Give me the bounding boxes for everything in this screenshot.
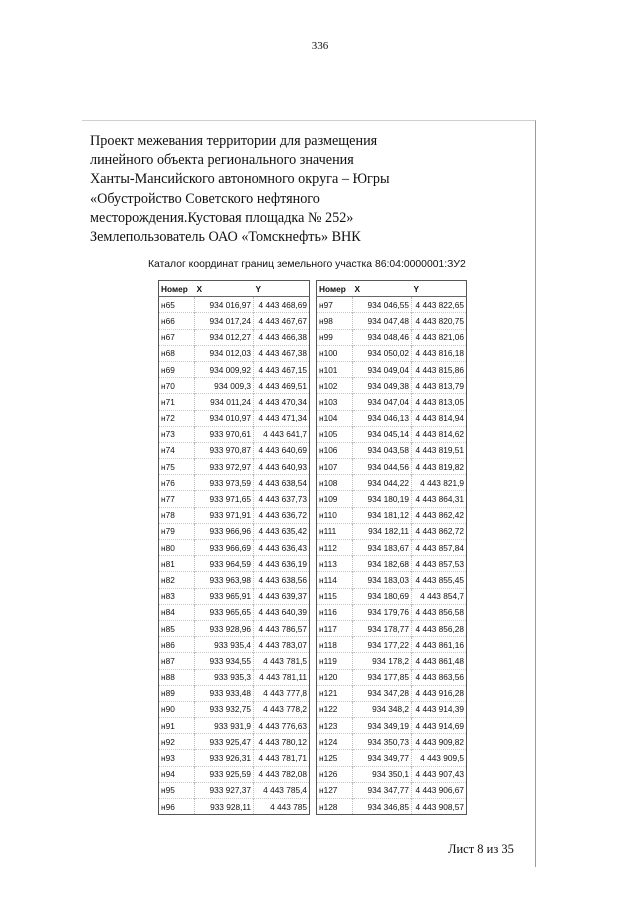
cell-y: 4 443 635,42 bbox=[254, 523, 310, 539]
table-row bbox=[317, 799, 467, 815]
cell-y: 4 443 909,82 bbox=[412, 734, 467, 750]
table-row bbox=[317, 653, 467, 669]
heading-line: Землепользователь ОАО «Томскнефть» ВНК bbox=[90, 229, 361, 246]
heading-line: Ханты-Мансийского автономного округа – Югры bbox=[90, 171, 390, 188]
table-row bbox=[317, 766, 467, 782]
cell-number: н102 bbox=[317, 378, 353, 394]
cell-y: 4 443 781,11 bbox=[254, 669, 310, 685]
cell-y: 4 443 856,58 bbox=[412, 604, 467, 620]
cell-number: н83 bbox=[159, 588, 195, 604]
cell-number: н123 bbox=[317, 718, 353, 734]
cell-y: 4 443 636,43 bbox=[254, 540, 310, 556]
cell-x: 933 927,37 bbox=[195, 782, 254, 798]
cell-y: 4 443 813,05 bbox=[412, 394, 467, 410]
cell-y: 4 443 782,08 bbox=[254, 766, 310, 782]
cell-number: н65 bbox=[159, 297, 195, 313]
table-row bbox=[317, 361, 467, 377]
cell-number: н78 bbox=[159, 507, 195, 523]
cell-x: 934 046,13 bbox=[353, 410, 412, 426]
cell-x: 934 012,03 bbox=[195, 345, 254, 361]
table-row bbox=[317, 523, 467, 539]
cell-x: 934 346,85 bbox=[353, 799, 412, 815]
cell-x: 934 044,22 bbox=[353, 475, 412, 491]
cell-y: 4 443 863,56 bbox=[412, 669, 467, 685]
coordinates-table-left bbox=[158, 280, 310, 815]
cell-x: 934 180,19 bbox=[353, 491, 412, 507]
cell-number: н114 bbox=[317, 572, 353, 588]
table-row bbox=[159, 653, 310, 669]
cell-number: н93 bbox=[159, 750, 195, 766]
table-row bbox=[159, 556, 310, 572]
table-row bbox=[159, 701, 310, 717]
table-row bbox=[159, 442, 310, 458]
table-row bbox=[159, 523, 310, 539]
header-number: Номер bbox=[159, 281, 195, 297]
cell-x: 934 349,19 bbox=[353, 718, 412, 734]
cell-number: н95 bbox=[159, 782, 195, 798]
cell-y: 4 443 864,31 bbox=[412, 491, 467, 507]
table-row bbox=[317, 426, 467, 442]
cell-x: 933 933,48 bbox=[195, 685, 254, 701]
table-row bbox=[317, 394, 467, 410]
cell-y: 4 443 781,5 bbox=[254, 653, 310, 669]
cell-number: н92 bbox=[159, 734, 195, 750]
cell-y: 4 443 636,19 bbox=[254, 556, 310, 572]
cell-number: н86 bbox=[159, 637, 195, 653]
cell-x: 933 928,11 bbox=[195, 799, 254, 815]
cell-number: н113 bbox=[317, 556, 353, 572]
table-row bbox=[159, 459, 310, 475]
table-header-row bbox=[317, 281, 467, 297]
cell-y: 4 443 467,67 bbox=[254, 313, 310, 329]
cell-y: 4 443 906,67 bbox=[412, 782, 467, 798]
cell-x: 934 009,3 bbox=[195, 378, 254, 394]
cell-number: н120 bbox=[317, 669, 353, 685]
cell-x: 933 972,97 bbox=[195, 459, 254, 475]
table-body-right bbox=[317, 297, 467, 815]
cell-y: 4 443 776,63 bbox=[254, 718, 310, 734]
cell-number: н100 bbox=[317, 345, 353, 361]
cell-x: 934 043,58 bbox=[353, 442, 412, 458]
cell-number: н101 bbox=[317, 361, 353, 377]
cell-x: 934 016,97 bbox=[195, 297, 254, 313]
cell-y: 4 443 854,7 bbox=[412, 588, 467, 604]
cell-y: 4 443 785,4 bbox=[254, 782, 310, 798]
cell-number: н125 bbox=[317, 750, 353, 766]
table-row bbox=[317, 345, 467, 361]
cell-x: 933 965,65 bbox=[195, 604, 254, 620]
table-body-left bbox=[159, 297, 310, 815]
table-row bbox=[317, 378, 467, 394]
cell-x: 933 964,59 bbox=[195, 556, 254, 572]
cell-y: 4 443 916,28 bbox=[412, 685, 467, 701]
cell-y: 4 443 778,2 bbox=[254, 701, 310, 717]
table-row bbox=[159, 620, 310, 636]
cell-number: н84 bbox=[159, 604, 195, 620]
table-row bbox=[159, 361, 310, 377]
header-x: X bbox=[353, 281, 412, 297]
cell-number: н71 bbox=[159, 394, 195, 410]
cell-x: 934 048,46 bbox=[353, 329, 412, 345]
cell-number: н89 bbox=[159, 685, 195, 701]
cell-number: н105 bbox=[317, 426, 353, 442]
cell-x: 934 182,68 bbox=[353, 556, 412, 572]
cell-number: н107 bbox=[317, 459, 353, 475]
cell-x: 934 350,1 bbox=[353, 766, 412, 782]
cell-y: 4 443 821,9 bbox=[412, 475, 467, 491]
table-row bbox=[317, 604, 467, 620]
cell-y: 4 443 638,54 bbox=[254, 475, 310, 491]
table-row bbox=[317, 588, 467, 604]
cell-number: н82 bbox=[159, 572, 195, 588]
table-row bbox=[159, 491, 310, 507]
table-row bbox=[159, 637, 310, 653]
cell-number: н122 bbox=[317, 701, 353, 717]
cell-x: 933 935,4 bbox=[195, 637, 254, 653]
table-row bbox=[159, 718, 310, 734]
table-row bbox=[317, 734, 467, 750]
cell-y: 4 443 467,15 bbox=[254, 361, 310, 377]
table-row bbox=[159, 572, 310, 588]
cell-number: н117 bbox=[317, 620, 353, 636]
cell-y: 4 443 466,38 bbox=[254, 329, 310, 345]
table-row bbox=[159, 507, 310, 523]
table-row bbox=[317, 491, 467, 507]
cell-y: 4 443 914,69 bbox=[412, 718, 467, 734]
cell-x: 934 050,02 bbox=[353, 345, 412, 361]
cell-y: 4 443 819,82 bbox=[412, 459, 467, 475]
cell-number: н77 bbox=[159, 491, 195, 507]
cell-y: 4 443 814,62 bbox=[412, 426, 467, 442]
cell-number: н99 bbox=[317, 329, 353, 345]
cell-x: 934 347,28 bbox=[353, 685, 412, 701]
header-y: Y bbox=[254, 281, 310, 297]
table-row bbox=[317, 507, 467, 523]
cell-x: 934 178,2 bbox=[353, 653, 412, 669]
cell-y: 4 443 783,07 bbox=[254, 637, 310, 653]
cell-x: 933 966,69 bbox=[195, 540, 254, 556]
cell-number: н81 bbox=[159, 556, 195, 572]
cell-number: н121 bbox=[317, 685, 353, 701]
heading-line: месторождения.Кустовая площадка № 252» bbox=[90, 209, 354, 226]
table-row bbox=[317, 540, 467, 556]
cell-number: н79 bbox=[159, 523, 195, 539]
cell-x: 934 047,48 bbox=[353, 313, 412, 329]
cell-y: 4 443 640,93 bbox=[254, 459, 310, 475]
heading-line: линейного объекта регионального значения bbox=[90, 152, 354, 169]
table-row bbox=[317, 750, 467, 766]
cell-x: 934 183,67 bbox=[353, 540, 412, 556]
cell-x: 933 935,3 bbox=[195, 669, 254, 685]
table-row bbox=[317, 459, 467, 475]
header-number: Номер bbox=[317, 281, 353, 297]
table-row bbox=[317, 669, 467, 685]
cell-x: 934 349,77 bbox=[353, 750, 412, 766]
cell-number: н76 bbox=[159, 475, 195, 491]
table-row bbox=[317, 556, 467, 572]
table-row bbox=[317, 410, 467, 426]
cell-x: 934 350,73 bbox=[353, 734, 412, 750]
sheet-label: Лист 8 из 35 bbox=[448, 842, 514, 856]
cell-x: 934 049,38 bbox=[353, 378, 412, 394]
cell-number: н104 bbox=[317, 410, 353, 426]
table-row bbox=[317, 718, 467, 734]
cell-y: 4 443 815,86 bbox=[412, 361, 467, 377]
table-row bbox=[317, 572, 467, 588]
cell-number: н98 bbox=[317, 313, 353, 329]
header-y: Y bbox=[412, 281, 467, 297]
cell-y: 4 443 639,37 bbox=[254, 588, 310, 604]
cell-x: 934 049,04 bbox=[353, 361, 412, 377]
cell-y: 4 443 855,45 bbox=[412, 572, 467, 588]
table-row bbox=[159, 329, 310, 345]
table-row bbox=[159, 426, 310, 442]
cell-x: 934 182,11 bbox=[353, 523, 412, 539]
cell-x: 933 970,61 bbox=[195, 426, 254, 442]
table-row bbox=[159, 378, 310, 394]
table-row bbox=[159, 313, 310, 329]
table-row bbox=[159, 345, 310, 361]
cell-x: 933 973,59 bbox=[195, 475, 254, 491]
cell-x: 934 009,92 bbox=[195, 361, 254, 377]
cell-x: 934 045,14 bbox=[353, 426, 412, 442]
cell-x: 934 047,04 bbox=[353, 394, 412, 410]
cell-number: н70 bbox=[159, 378, 195, 394]
cell-number: н73 bbox=[159, 426, 195, 442]
cell-y: 4 443 820,75 bbox=[412, 313, 467, 329]
cell-y: 4 443 467,38 bbox=[254, 345, 310, 361]
cell-x: 934 017,24 bbox=[195, 313, 254, 329]
table-row bbox=[159, 475, 310, 491]
table-row bbox=[159, 782, 310, 798]
cell-number: н94 bbox=[159, 766, 195, 782]
cell-y: 4 443 641,7 bbox=[254, 426, 310, 442]
cell-x: 933 926,31 bbox=[195, 750, 254, 766]
cell-x: 933 966,96 bbox=[195, 523, 254, 539]
table-row bbox=[159, 540, 310, 556]
cell-number: н126 bbox=[317, 766, 353, 782]
table-row bbox=[317, 442, 467, 458]
table-row bbox=[317, 297, 467, 313]
cell-number: н111 bbox=[317, 523, 353, 539]
cell-number: н106 bbox=[317, 442, 353, 458]
cell-y: 4 443 780,12 bbox=[254, 734, 310, 750]
page-number: 336 bbox=[311, 40, 329, 52]
cell-y: 4 443 862,72 bbox=[412, 523, 467, 539]
cell-x: 933 934,55 bbox=[195, 653, 254, 669]
cell-x: 934 181,12 bbox=[353, 507, 412, 523]
cell-x: 933 970,87 bbox=[195, 442, 254, 458]
cell-number: н109 bbox=[317, 491, 353, 507]
cell-y: 4 443 781,71 bbox=[254, 750, 310, 766]
cell-y: 4 443 861,16 bbox=[412, 637, 467, 653]
cell-x: 933 965,91 bbox=[195, 588, 254, 604]
cell-x: 934 179,76 bbox=[353, 604, 412, 620]
table-row bbox=[317, 782, 467, 798]
cell-y: 4 443 862,42 bbox=[412, 507, 467, 523]
cell-x: 933 928,96 bbox=[195, 620, 254, 636]
cell-y: 4 443 814,94 bbox=[412, 410, 467, 426]
cell-number: н127 bbox=[317, 782, 353, 798]
table-row bbox=[159, 410, 310, 426]
cell-number: н90 bbox=[159, 701, 195, 717]
cell-x: 934 348,2 bbox=[353, 701, 412, 717]
cell-y: 4 443 821,06 bbox=[412, 329, 467, 345]
cell-number: н67 bbox=[159, 329, 195, 345]
table-row bbox=[317, 313, 467, 329]
table-row bbox=[159, 685, 310, 701]
cell-y: 4 443 471,34 bbox=[254, 410, 310, 426]
cell-number: н128 bbox=[317, 799, 353, 815]
table-row bbox=[159, 734, 310, 750]
cell-x: 933 925,47 bbox=[195, 734, 254, 750]
cell-number: н75 bbox=[159, 459, 195, 475]
cell-x: 934 178,77 bbox=[353, 620, 412, 636]
cell-x: 933 932,75 bbox=[195, 701, 254, 717]
cell-x: 934 180,69 bbox=[353, 588, 412, 604]
cell-number: н110 bbox=[317, 507, 353, 523]
cell-x: 934 183,03 bbox=[353, 572, 412, 588]
cell-number: н115 bbox=[317, 588, 353, 604]
table-row bbox=[317, 475, 467, 491]
cell-x: 933 931,9 bbox=[195, 718, 254, 734]
cell-y: 4 443 637,73 bbox=[254, 491, 310, 507]
cell-number: н68 bbox=[159, 345, 195, 361]
cell-x: 933 971,65 bbox=[195, 491, 254, 507]
cell-y: 4 443 638,56 bbox=[254, 572, 310, 588]
cell-number: н103 bbox=[317, 394, 353, 410]
cell-number: н108 bbox=[317, 475, 353, 491]
cell-x: 934 177,22 bbox=[353, 637, 412, 653]
table-row bbox=[317, 620, 467, 636]
cell-x: 934 011,24 bbox=[195, 394, 254, 410]
cell-y: 4 443 785 bbox=[254, 799, 310, 815]
heading-line: Проект межевания территории для размещения bbox=[90, 133, 378, 149]
table-row bbox=[159, 588, 310, 604]
cell-number: н112 bbox=[317, 540, 353, 556]
cell-y: 4 443 857,84 bbox=[412, 540, 467, 556]
cell-number: н118 bbox=[317, 637, 353, 653]
cell-number: н116 bbox=[317, 604, 353, 620]
cell-y: 4 443 819,51 bbox=[412, 442, 467, 458]
cell-y: 4 443 816,18 bbox=[412, 345, 467, 361]
cell-y: 4 443 857,53 bbox=[412, 556, 467, 572]
table-header-row bbox=[159, 281, 310, 297]
header-x: X bbox=[195, 281, 254, 297]
cell-y: 4 443 822,65 bbox=[412, 297, 467, 313]
cell-y: 4 443 861,48 bbox=[412, 653, 467, 669]
table-row bbox=[159, 750, 310, 766]
cell-number: н87 bbox=[159, 653, 195, 669]
cell-x: 934 044,56 bbox=[353, 459, 412, 475]
table-row bbox=[317, 637, 467, 653]
table-row bbox=[159, 766, 310, 782]
cell-y: 4 443 777,8 bbox=[254, 685, 310, 701]
cell-number: н74 bbox=[159, 442, 195, 458]
cell-x: 933 963,98 bbox=[195, 572, 254, 588]
document-heading bbox=[90, 132, 520, 247]
table-row bbox=[159, 604, 310, 620]
cell-number: н69 bbox=[159, 361, 195, 377]
cell-y: 4 443 786,57 bbox=[254, 620, 310, 636]
cell-x: 934 046,55 bbox=[353, 297, 412, 313]
cell-y: 4 443 470,34 bbox=[254, 394, 310, 410]
cell-y: 4 443 907,43 bbox=[412, 766, 467, 782]
cell-number: н88 bbox=[159, 669, 195, 685]
table-row bbox=[159, 669, 310, 685]
cell-number: н80 bbox=[159, 540, 195, 556]
cell-x: 934 177,85 bbox=[353, 669, 412, 685]
cell-number: н96 bbox=[159, 799, 195, 815]
cell-x: 934 010,97 bbox=[195, 410, 254, 426]
cell-number: н97 bbox=[317, 297, 353, 313]
cell-x: 933 971,91 bbox=[195, 507, 254, 523]
cell-y: 4 443 469,51 bbox=[254, 378, 310, 394]
table-row bbox=[159, 799, 310, 815]
cell-y: 4 443 640,69 bbox=[254, 442, 310, 458]
cell-number: н72 bbox=[159, 410, 195, 426]
cell-x: 933 925,59 bbox=[195, 766, 254, 782]
cell-number: н124 bbox=[317, 734, 353, 750]
catalog-title: Каталог координат границ земельного участка 86:04:0000001:ЗУ2 bbox=[148, 259, 466, 270]
table-row bbox=[317, 701, 467, 717]
cell-x: 934 012,27 bbox=[195, 329, 254, 345]
table-row bbox=[317, 329, 467, 345]
cell-y: 4 443 468,69 bbox=[254, 297, 310, 313]
table-row bbox=[159, 297, 310, 313]
heading-line: «Обустройство Советского нефтяного bbox=[90, 190, 320, 207]
cell-y: 4 443 640,39 bbox=[254, 604, 310, 620]
cell-number: н85 bbox=[159, 620, 195, 636]
table-row bbox=[317, 685, 467, 701]
cell-number: н119 bbox=[317, 653, 353, 669]
cell-y: 4 443 908,57 bbox=[412, 799, 467, 815]
cell-y: 4 443 636,72 bbox=[254, 507, 310, 523]
cell-y: 4 443 856,28 bbox=[412, 620, 467, 636]
cell-number: н66 bbox=[159, 313, 195, 329]
cell-number: н91 bbox=[159, 718, 195, 734]
table-row bbox=[159, 394, 310, 410]
coordinates-table-right bbox=[316, 280, 467, 815]
cell-y: 4 443 813,79 bbox=[412, 378, 467, 394]
cell-y: 4 443 914,39 bbox=[412, 701, 467, 717]
cell-x: 934 347,77 bbox=[353, 782, 412, 798]
cell-y: 4 443 909,5 bbox=[412, 750, 467, 766]
